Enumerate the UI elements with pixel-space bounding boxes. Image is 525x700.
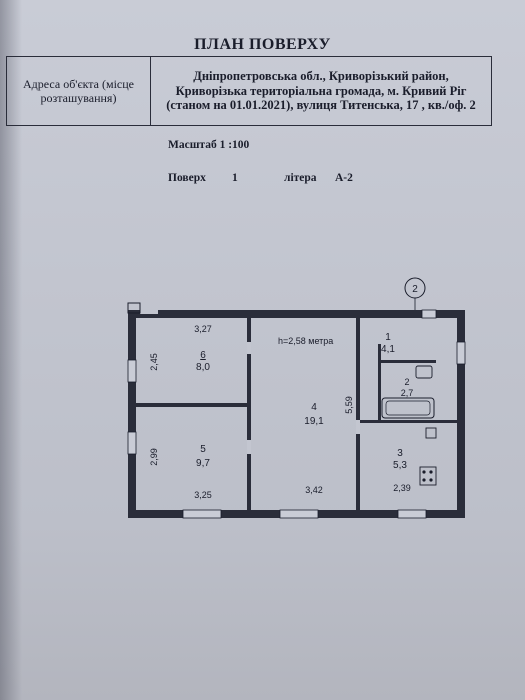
room-3-number: 3	[397, 448, 403, 459]
room-5-area: 9,7	[196, 458, 210, 469]
room-1-area: 4,1	[381, 344, 395, 355]
room-5-number: 5	[200, 444, 206, 455]
bath-left-wall	[378, 360, 381, 423]
washbasin	[416, 366, 432, 378]
dim-left-lower: 2,99	[149, 448, 159, 466]
letter-label: літера	[284, 172, 317, 184]
partition-rooms-6-5	[136, 403, 247, 407]
door-room5	[247, 440, 251, 454]
address-value: Дніпропетровська обл., Криворізький район, Криворізька територіальна громада, м. Кривий Ріг (станом на 01.01.2021), вулиця Титенська, 17 , кв./оф. 2	[166, 69, 476, 113]
bath-top-wall	[378, 360, 436, 363]
stove	[420, 467, 436, 485]
stove-burners	[422, 470, 432, 481]
dim-top-left: 3,27	[194, 324, 212, 334]
floor-label: Поверх	[168, 172, 206, 184]
partition-right	[356, 318, 360, 510]
scale-text: Масштаб 1 :100	[168, 139, 250, 151]
room-2-area: 2,7	[400, 388, 414, 398]
bathtub-inner	[386, 401, 430, 415]
dim-center-vertical: 5,59	[344, 396, 354, 414]
address-label: Адреса об'єкта (місце розташування)	[7, 57, 151, 125]
room-2-number: 2	[404, 377, 410, 387]
door-room6	[247, 342, 251, 354]
room-4-number: 4	[311, 402, 317, 413]
axis-marker-label: 2	[412, 284, 418, 295]
letter-value: А-2	[335, 172, 353, 184]
room-3-area: 5,3	[393, 460, 407, 471]
room-4-area: 19,1	[304, 416, 324, 427]
dim-bottom-mid: 3,42	[305, 485, 323, 495]
floor-value: 1	[232, 172, 238, 184]
room-1-number: 1	[385, 332, 391, 343]
partition-bath-kitchen	[360, 420, 457, 423]
height-note: h=2,58 метра	[278, 336, 334, 346]
dim-bottom-left: 3,25	[194, 490, 212, 500]
page-title: ПЛАН ПОВЕРХУ	[194, 36, 331, 53]
room-6-number: 6	[200, 350, 206, 361]
dim-left-upper: 2,45	[149, 353, 159, 371]
room-6-area: 8,0	[196, 362, 210, 373]
kitchen-sink	[426, 428, 436, 438]
dim-bottom-right: 2,39	[393, 483, 411, 493]
door-kitchen	[356, 420, 360, 434]
